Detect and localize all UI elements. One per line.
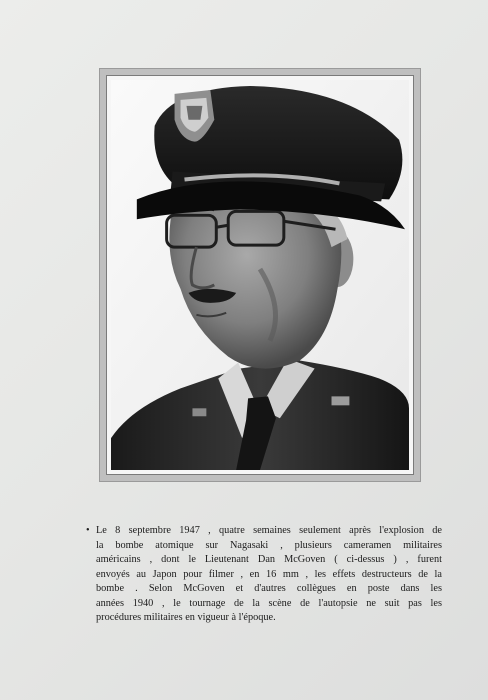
caption-line-6: années 1940 , le tournage de la scène de l'autopsie ne suit pas les bbox=[96, 597, 442, 609]
caption-line-7: procédures militaires en vigueur à l'époque. bbox=[96, 612, 276, 623]
collar-insignia-left bbox=[192, 408, 206, 416]
portrait-photo bbox=[106, 75, 414, 475]
collar-insignia-right bbox=[332, 396, 350, 405]
photo-frame bbox=[99, 68, 421, 482]
officer-portrait-image bbox=[111, 80, 409, 470]
caption-line-1: Le 8 septembre 1947 , quatre semaines seulement après l'explosion de bbox=[96, 525, 442, 536]
caption-line-4: envoyés au Japon pour filmer , en 16 mm , les effets destructeurs de la bbox=[96, 568, 442, 580]
caption-line-2: la bombe atomique sur Nagasaki , plusieurs cameramen militaires bbox=[96, 539, 442, 551]
caption-paragraph bbox=[86, 524, 442, 626]
caption-line-3: américains , dont le Lieutenant Dan McGoven ( ci-dessus ) , furent bbox=[96, 554, 442, 565]
caption-line-5: bombe . Selon McGoven et d'autres collègues en poste dans les bbox=[96, 583, 442, 594]
bullet-marker: • bbox=[86, 525, 90, 536]
